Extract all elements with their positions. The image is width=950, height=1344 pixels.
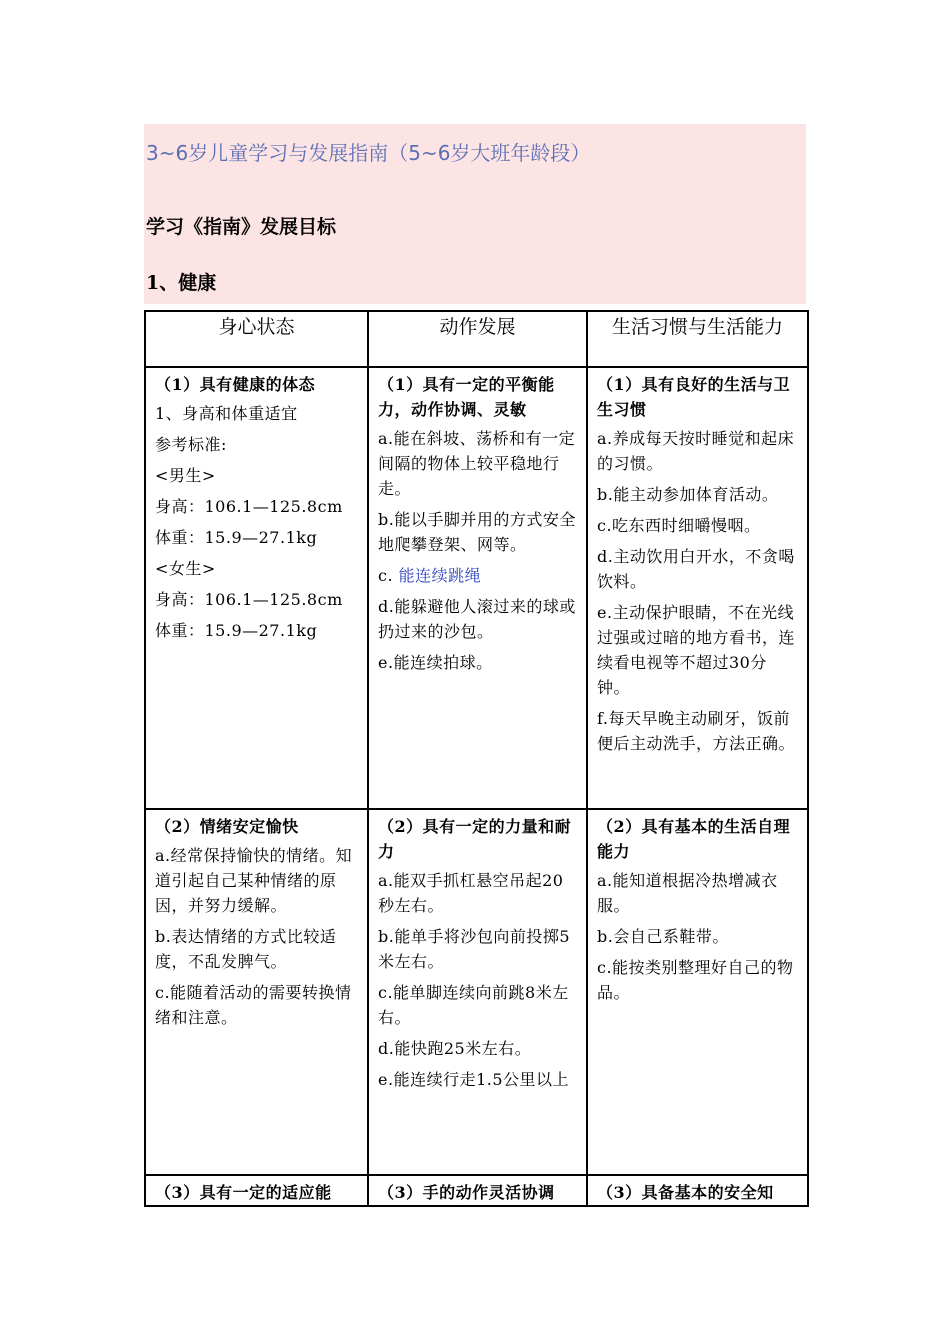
list-item: c.能单脚连续向前跳8米左右。 xyxy=(378,983,569,1027)
list-item: b.表达情绪的方式比较适度，不乱发脾气。 xyxy=(155,927,337,971)
list-item: b.能以手脚并用的方式安全地爬攀登架、网等。 xyxy=(378,510,576,554)
goal-line: <女生> xyxy=(155,559,216,578)
document-title: 3~6岁儿童学习与发展指南（5~6岁大班年龄段） xyxy=(146,141,591,165)
highlighted-text: 能连续跳绳 xyxy=(398,566,482,585)
goal-line: 1、身高和体重适宜 xyxy=(155,404,298,423)
section-title: 1、健康 xyxy=(146,272,217,294)
list-item: d.主动饮用白开水，不贪喝饮料。 xyxy=(597,547,795,591)
list-item: c.吃东西时细嚼慢咽。 xyxy=(597,516,761,535)
goal-line: 参考标准: xyxy=(155,435,227,454)
goal-heading: （2）情绪安定愉快 xyxy=(155,817,299,836)
subtitle: 学习《指南》发展目标 xyxy=(146,216,337,238)
list-item: a.能在斜坡、荡桥和有一定间隔的物体上较平稳地行走。 xyxy=(378,429,576,498)
list-item: d.能躲避他人滚过来的球或扔过来的沙包。 xyxy=(378,597,576,641)
list-item: a.能知道根据冷热增减衣服。 xyxy=(597,871,778,915)
goal-heading: （3）具有一定的适应能 xyxy=(155,1183,332,1202)
goal-heading: （1）具有良好的生活与卫生习惯 xyxy=(597,375,791,419)
list-item: a.能双手抓杠悬空吊起20秒左右。 xyxy=(378,871,564,915)
goal-line: 体重：15.9—27.1kg xyxy=(155,528,318,547)
list-item: b.会自己系鞋带。 xyxy=(597,927,729,946)
column-header-physical-mental: 身心状态 xyxy=(145,311,368,367)
list-item: f.每天早晚主动刷牙，饭前便后主动洗手，方法正确。 xyxy=(597,709,796,753)
table-row xyxy=(145,367,808,809)
table-cell xyxy=(587,1175,808,1206)
table-cell xyxy=(145,1175,368,1206)
list-item: d.能快跑25米左右。 xyxy=(378,1039,532,1058)
table-cell xyxy=(587,809,808,1175)
table-cell xyxy=(368,367,587,809)
list-item: c. 能连续跳绳 xyxy=(378,566,482,585)
list-item: e.能连续拍球。 xyxy=(378,653,493,672)
goal-heading: （3）手的动作灵活协调 xyxy=(378,1183,555,1202)
list-item: e.主动保护眼睛，不在光线过强或过暗的地方看书，连续看电视等不超过30分钟。 xyxy=(597,603,796,697)
list-item: a.经常保持愉快的情绪。知道引起自己某种情绪的原因，并努力缓解。 xyxy=(155,846,353,915)
list-item: e.能连续行走1.5公里以上 xyxy=(378,1070,570,1089)
goal-heading: （2）具有基本的生活自理能力 xyxy=(597,817,791,861)
goal-line: 身高：106.1—125.8cm xyxy=(155,590,343,609)
goal-heading: （3）具备基本的安全知 xyxy=(597,1183,774,1202)
goal-line: 体重：15.9—27.1kg xyxy=(155,621,318,640)
list-item: a.养成每天按时睡觉和起床的习惯。 xyxy=(597,429,795,473)
column-header-motor-development: 动作发展 xyxy=(368,311,587,367)
table-cell xyxy=(368,1175,587,1206)
table-cell xyxy=(145,809,368,1175)
goal-heading: （1）具有健康的体态 xyxy=(155,375,316,394)
goal-line: 身高：106.1—125.8cm xyxy=(155,497,343,516)
table-row xyxy=(145,1175,808,1206)
column-header-living-habits: 生活习惯与生活能力 xyxy=(587,311,808,367)
goal-heading: （1）具有一定的平衡能力，动作协调、灵敏 xyxy=(378,375,555,419)
goal-line: <男生> xyxy=(155,466,216,485)
table-cell xyxy=(145,367,368,809)
goal-heading: （2）具有一定的力量和耐力 xyxy=(378,817,572,861)
goals-table xyxy=(144,310,809,1207)
table-row xyxy=(145,809,808,1175)
table-cell xyxy=(368,809,587,1175)
list-item: c.能按类别整理好自己的物品。 xyxy=(597,958,794,1002)
list-item: b.能单手将沙包向前投掷5米左右。 xyxy=(378,927,571,971)
list-item: c.能随着活动的需要转换情绪和注意。 xyxy=(155,983,352,1027)
table-cell xyxy=(587,367,808,809)
list-item: b.能主动参加体育活动。 xyxy=(597,485,779,504)
